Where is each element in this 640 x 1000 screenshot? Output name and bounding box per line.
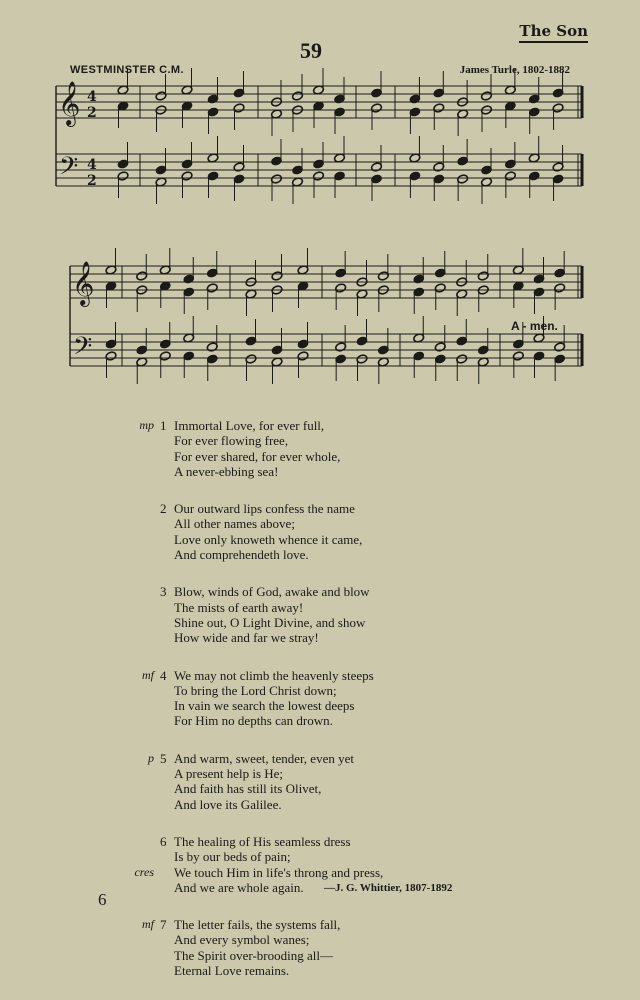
verse-line <box>160 963 500 978</box>
verse-text: And every symbol wanes; <box>174 932 310 948</box>
verse-text: Eternal Love remains. <box>174 963 290 979</box>
verse-text: Blow, winds of God, awake and blow <box>174 584 370 600</box>
svg-text:2: 2 <box>87 173 97 189</box>
verse-5 <box>148 750 500 812</box>
svg-text:𝄢: 𝄢 <box>73 332 93 367</box>
verse-number: 4 <box>160 667 167 683</box>
verse-text: And faith has still its Olivet, <box>174 781 322 797</box>
verse-line <box>160 797 500 812</box>
verse-line <box>160 516 500 531</box>
tune-name: WESTMINSTER C.M. <box>70 64 184 76</box>
verse-3 <box>160 584 500 645</box>
svg-text:𝄞: 𝄞 <box>72 261 95 305</box>
verse-text: Love only knoweth whence it came, <box>174 531 363 547</box>
verse-text: We touch Him in life's throng and press, <box>174 864 384 880</box>
section-title: The Son <box>519 22 588 43</box>
verse-text: A present help is He; <box>174 766 284 782</box>
verse-text: The healing of His seamless dress <box>174 833 351 849</box>
verse-line <box>160 433 500 448</box>
verse-number: 7 <box>160 917 167 933</box>
verse-text: How wide and far we stray! <box>174 630 319 646</box>
verse-line <box>160 464 500 479</box>
verse-text: A never-ebbing sea! <box>174 463 279 479</box>
verse-line <box>160 948 500 963</box>
verse-text: Our outward lips confess the name <box>174 501 355 517</box>
verse-text: In vain we search the lowest deeps <box>174 698 355 714</box>
verse-text: For ever flowing free, <box>174 433 289 449</box>
verse-line <box>160 547 500 562</box>
page-number: 6 <box>98 890 107 909</box>
verse-text: For ever shared, for ever whole, <box>174 448 341 464</box>
composer-credit: James Turle, 1802-1882 <box>459 64 570 76</box>
verse-text: We may not climb the heavenly steeps <box>174 667 374 683</box>
verse-text: Shine out, O Light Divine, and show <box>174 614 366 630</box>
verse-1 <box>139 418 500 479</box>
verse-text: And love its Galilee. <box>174 796 282 812</box>
verse-number: 6 <box>160 833 167 849</box>
verse-4 <box>142 667 500 729</box>
verse-text: To bring the Lord Christ down; <box>174 682 337 698</box>
verse-text: The mists of earth away! <box>174 599 304 615</box>
verse-line <box>160 501 500 516</box>
verse-line <box>142 667 500 683</box>
verse-text: All other names above; <box>174 516 295 532</box>
verse-line <box>160 698 500 713</box>
svg-text:𝄢: 𝄢 <box>59 152 79 187</box>
verse-line <box>160 683 500 698</box>
verse-number: 1 <box>160 418 167 433</box>
verse-text: Immortal Love, for ever full, <box>174 418 325 433</box>
verse-line <box>142 917 500 933</box>
dynamic-marking: mf <box>142 667 154 682</box>
svg-text:𝄞: 𝄞 <box>58 81 81 125</box>
svg-text:4: 4 <box>87 89 97 105</box>
verse-line <box>160 532 500 547</box>
verse-text: And we are whole again. <box>174 879 304 895</box>
verse-line <box>160 584 500 599</box>
verse-text: And warm, sweet, tender, even yet <box>174 750 354 766</box>
verse-line <box>160 449 500 464</box>
author-credit: —J. G. Whittier, 1807-1892 <box>324 882 453 894</box>
verse-text: And comprehendeth love. <box>174 547 309 563</box>
verse-line <box>160 615 500 630</box>
verse-line <box>139 418 500 433</box>
verse-line <box>160 713 500 728</box>
verse-line <box>160 834 500 849</box>
dynamic-marking: mp <box>139 418 154 432</box>
verse-line <box>160 849 500 864</box>
verse-line <box>160 766 500 781</box>
verse-text: The Spirit over-brooding all— <box>174 947 333 963</box>
verse-line <box>160 600 500 615</box>
verse-line <box>148 750 500 766</box>
dynamic-marking: cres <box>134 864 154 879</box>
verse-2 <box>160 501 500 562</box>
verse-text: Is by our beds of pain; <box>174 849 291 865</box>
verse-line <box>160 781 500 796</box>
verse-number: 5 <box>160 750 167 766</box>
verse-number: 2 <box>160 501 167 517</box>
dynamic-marking: p <box>148 750 154 765</box>
hymn-number: 59 <box>300 38 322 63</box>
verse-text: The letter fails, the systems fall, <box>174 917 341 933</box>
verse-line <box>134 864 500 880</box>
amen-label: A - men. <box>511 319 558 333</box>
hymn-text <box>134 418 500 1000</box>
verse-text: For Him no depths can drown. <box>174 713 333 729</box>
verse-7 <box>142 917 500 979</box>
music-score <box>0 0 640 400</box>
verse-number: 3 <box>160 584 167 600</box>
verse-line <box>160 630 500 645</box>
verse-line <box>160 932 500 947</box>
svg-text:4: 4 <box>87 157 97 173</box>
dynamic-marking: mf <box>142 917 154 932</box>
svg-text:2: 2 <box>87 105 97 121</box>
